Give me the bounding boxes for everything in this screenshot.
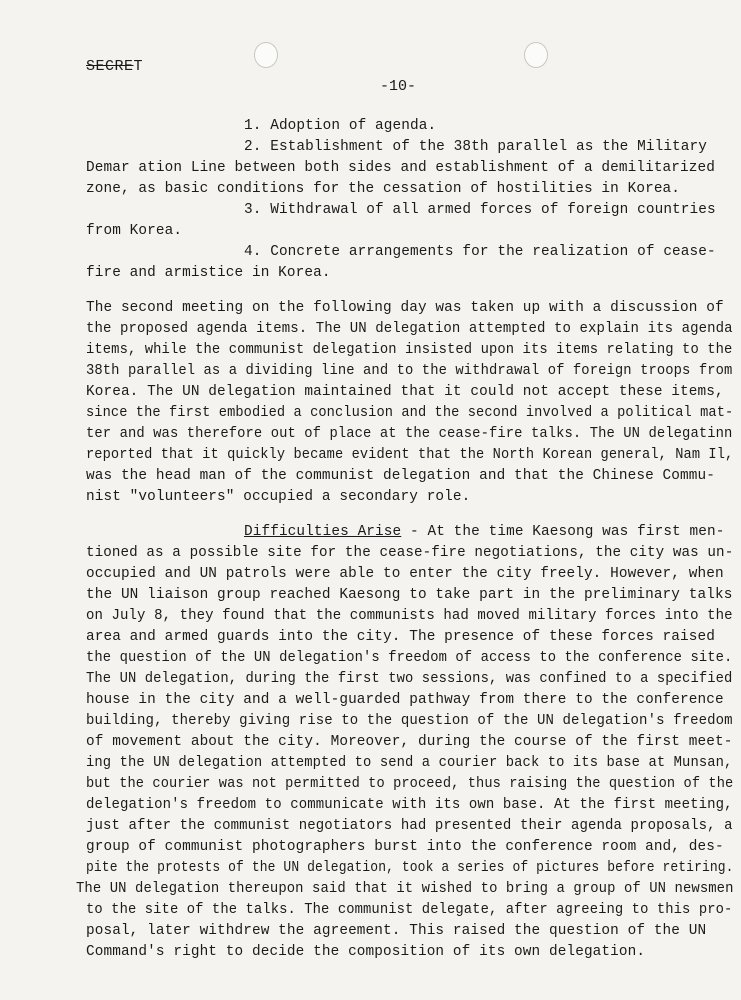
paragraph-line: the question of the UN delegation's freedom of access to the conference site.: [86, 650, 733, 666]
paragraph-line: reported that it quickly became evident that the North Korean general, Nam Il,: [86, 447, 734, 463]
paragraph-line: was the head man of the communist delegation and that the Chinese Commu-: [86, 468, 715, 484]
paragraph-line: to the site of the talks. The communist delegate, after agreeing to this pro-: [86, 902, 733, 918]
paragraph-line: on July 8, they found that the communists had moved military forces into the: [86, 608, 733, 624]
agenda-line: fire and armistice in Korea.: [86, 265, 331, 281]
paragraph-line: nist "volunteers" occupied a secondary role.: [86, 489, 471, 505]
paragraph-line: tioned as a possible site for the cease-fire negotiations, the city was un-: [86, 545, 734, 561]
paragraph-line: delegation's freedom to communicate with its own base. At the first meeting,: [86, 797, 733, 813]
agenda-line: 4. Concrete arrangements for the realization of cease-: [244, 244, 716, 260]
paragraph-line: The UN delegation thereupon said that it wished to bring a group of UN newsmen: [76, 881, 734, 897]
agenda-line: from Korea.: [86, 223, 183, 239]
classification-tail: T: [133, 58, 144, 75]
paragraph-line: building, thereby giving rise to the question of the UN delegation's freedom: [86, 713, 733, 729]
agenda-line: 1. Adoption of agenda.: [244, 118, 437, 134]
paragraph-line: Korea. The UN delegation maintained that it could not accept these items,: [86, 384, 724, 400]
punch-hole-right: [524, 42, 548, 68]
paragraph-line: The second meeting on the following day was taken up with a discussion of: [86, 300, 724, 316]
paragraph-line: ing the UN delegation attempted to send a courier back to its base at Munsan,: [86, 755, 733, 771]
paragraph-line: but the courier was not permitted to proceed, thus raising the question of the: [86, 776, 734, 792]
paragraph-line: since the first embodied a conclusion and the second involved a political mat-: [86, 405, 734, 421]
paragraph-line: the proposed agenda items. The UN delegation attempted to explain its agenda: [86, 321, 733, 337]
paragraph-line: Command's right to decide the composition of its own delegation.: [86, 944, 646, 960]
paragraph-line: The UN delegation, during the first two sessions, was confined to a specified: [86, 671, 733, 687]
section-first-line-text: - At the time Kaesong was first men-: [401, 524, 725, 540]
agenda-line: 2. Establishment of the 38th parallel as the Military: [244, 139, 707, 155]
paragraph-line: occupied and UN patrols were able to enter the city freely. However, when: [86, 566, 724, 582]
agenda-line: Demar ation Line between both sides and establishment of a demilitarized: [86, 160, 715, 176]
paragraph-line: just after the communist negotiators had presented their agenda proposals, a: [86, 818, 733, 834]
section-first-line: [244, 524, 724, 540]
paragraph-line: 38th parallel as a dividing line and to the withdrawal of foreign troops from: [86, 363, 733, 379]
paragraph-line: area and armed guards into the city. The presence of these forces raised: [86, 629, 715, 645]
page-number: -10-: [380, 78, 417, 95]
paragraph-line: items, while the communist delegation insisted upon its items relating to the: [86, 342, 733, 358]
paragraph-line: group of communist photographers burst into the conference room and, des-: [86, 839, 724, 855]
paragraph-line: house in the city and a well-guarded pathway from there to the conference: [86, 692, 724, 708]
punch-hole-left: [254, 42, 278, 68]
paragraph-line: pite the protests of the UN delegation, took a series of pictures before retiring.: [86, 860, 734, 876]
classification-marking: [86, 58, 143, 75]
paragraph-line: of movement about the city. Moreover, during the course of the first meet-: [86, 734, 733, 750]
paragraph-line: the UN liaison group reached Kaesong to take part in the preliminary talks: [86, 587, 733, 603]
classification-struck: SECRE: [86, 58, 134, 75]
paragraph-line: posal, later withdrew the agreement. This raised the question of the UN: [86, 923, 707, 939]
agenda-line: zone, as basic conditions for the cessation of hostilities in Korea.: [86, 181, 681, 197]
paragraph-line: ter and was therefore out of place at the cease-fire talks. The UN delegatinn: [86, 426, 733, 442]
section-heading: Difficulties Arise: [244, 524, 402, 540]
agenda-line: 3. Withdrawal of all armed forces of foreign countries: [244, 202, 716, 218]
